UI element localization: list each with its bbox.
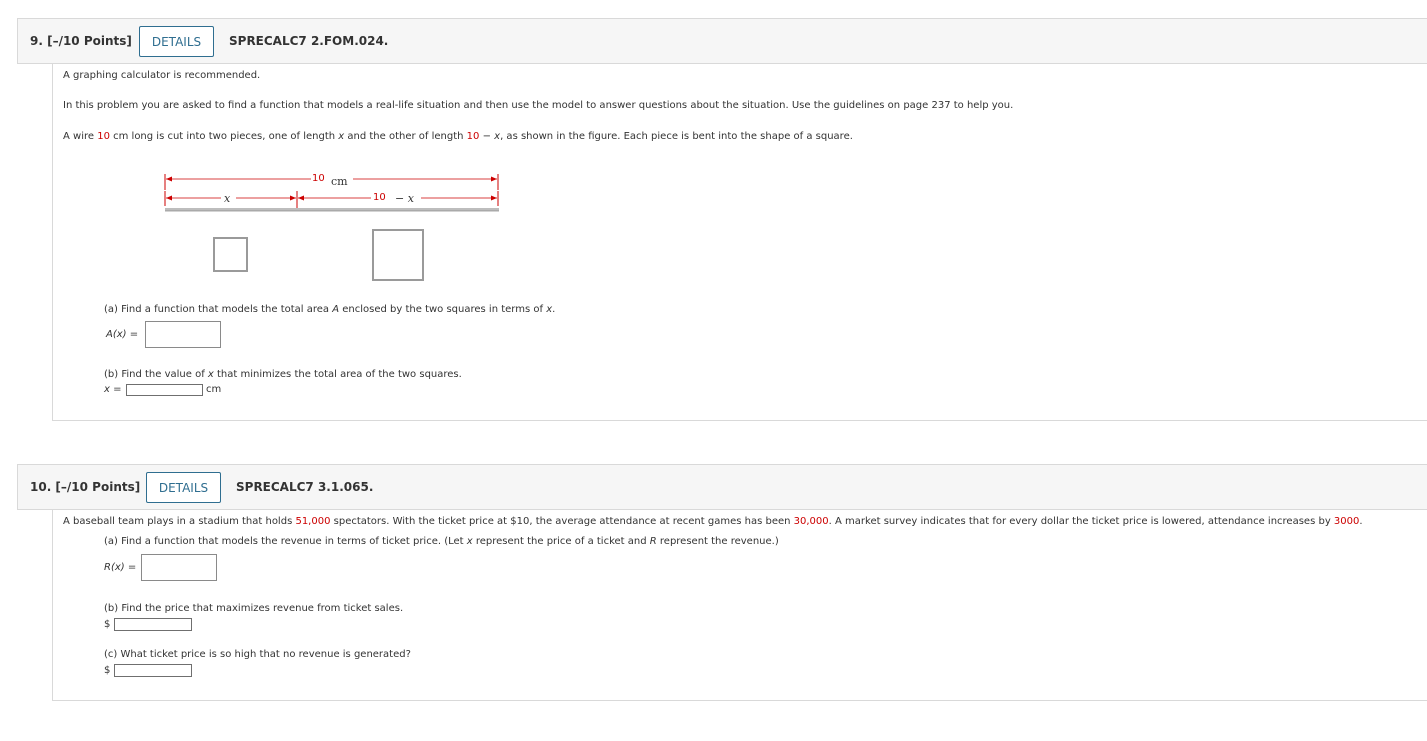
q9-part-a-text: (a) Find a function that models the total area A enclosed by the two squares in terms of x.: [104, 304, 556, 315]
zero-revenue-price-input[interactable]: [114, 664, 192, 677]
question-9-header: [17, 18, 1427, 64]
average-attendance: 30,000: [793, 516, 829, 527]
large-square: [373, 230, 423, 280]
right-piece-arrow-r: [491, 196, 497, 201]
total-length-number: 10: [312, 173, 325, 184]
wire: [165, 208, 499, 211]
stadium-capacity: 51,000: [295, 516, 331, 527]
total-arrow-left: [166, 177, 172, 182]
question-10-details-button[interactable]: DETAILS: [146, 472, 221, 503]
wire-length-value-2: 10: [466, 131, 480, 142]
question-9-details-button[interactable]: DETAILS: [139, 26, 214, 57]
wire-length-value: 10: [97, 131, 110, 142]
q9-part-b-text: (b) Find the value of x that minimizes the total area of the two squares.: [104, 369, 462, 380]
question-9-body: [52, 64, 1427, 421]
q9-part-b-unit: cm: [206, 384, 222, 395]
q10-part-a-text: (a) Find a function that models the revenue in terms of ticket price. (Let x represent the price of a ticket and R represent the revenue.): [104, 536, 779, 547]
question-10-code: SPRECALC7 3.1.065.: [236, 480, 374, 494]
total-arrow-right: [491, 177, 497, 182]
question-10-header: [17, 464, 1427, 510]
q10-part-c-prefix: $: [104, 665, 111, 676]
q9-part-a-label: A(x) =: [106, 329, 139, 340]
q10-part-a-label: R(x) =: [104, 562, 137, 573]
revenue-function-input[interactable]: [141, 554, 217, 581]
q9-part-b-label: x =: [104, 384, 122, 395]
min-x-input[interactable]: [126, 384, 203, 396]
right-piece-rest: − x: [395, 192, 414, 205]
left-piece-arrow-l: [166, 196, 172, 201]
right-piece-arrow-l: [298, 196, 304, 201]
question-9-number: 9. [–/10 Points]: [30, 34, 132, 48]
right-piece-number: 10: [373, 192, 386, 203]
q10-part-b-prefix: $: [104, 619, 111, 630]
area-function-input[interactable]: [145, 321, 221, 348]
left-piece-arrow-r: [290, 196, 296, 201]
small-square: [214, 238, 247, 271]
wire-statement: A wire 10 cm long is cut into two pieces, one of length x and the other of length 10 − x, as shown in the figure. Each piece is bent into the shape of a square.: [63, 131, 853, 142]
baseball-statement: A baseball team plays in a stadium that holds 51,000 spectators. With the ticket price at $10, the average attendance at recent games has been 30,000. A market survey indicates that for every dollar the ticket price is lowered, attendance increases by 3000.: [63, 516, 1363, 527]
left-piece-label: x: [224, 192, 231, 205]
attendance-increase: 3000: [1333, 516, 1360, 527]
question-10-number: 10. [–/10 Points]: [30, 480, 141, 494]
q10-part-c-text: (c) What ticket price is so high that no revenue is generated?: [104, 649, 411, 660]
q10-part-b-text: (b) Find the price that maximizes revenue from ticket sales.: [104, 603, 404, 614]
wire-figure: [157, 168, 517, 288]
max-revenue-price-input[interactable]: [114, 618, 192, 631]
question-10-body: [52, 510, 1427, 701]
total-length-unit: cm: [331, 175, 348, 188]
calculator-note: A graphing calculator is recommended.: [63, 70, 261, 81]
problem-intro: In this problem you are asked to find a function that models a real-life situation and then use the model to answer questions about the situation. Use the guidelines on page 237 to help you.: [63, 100, 1014, 111]
question-9-code: SPRECALC7 2.FOM.024.: [229, 34, 389, 48]
